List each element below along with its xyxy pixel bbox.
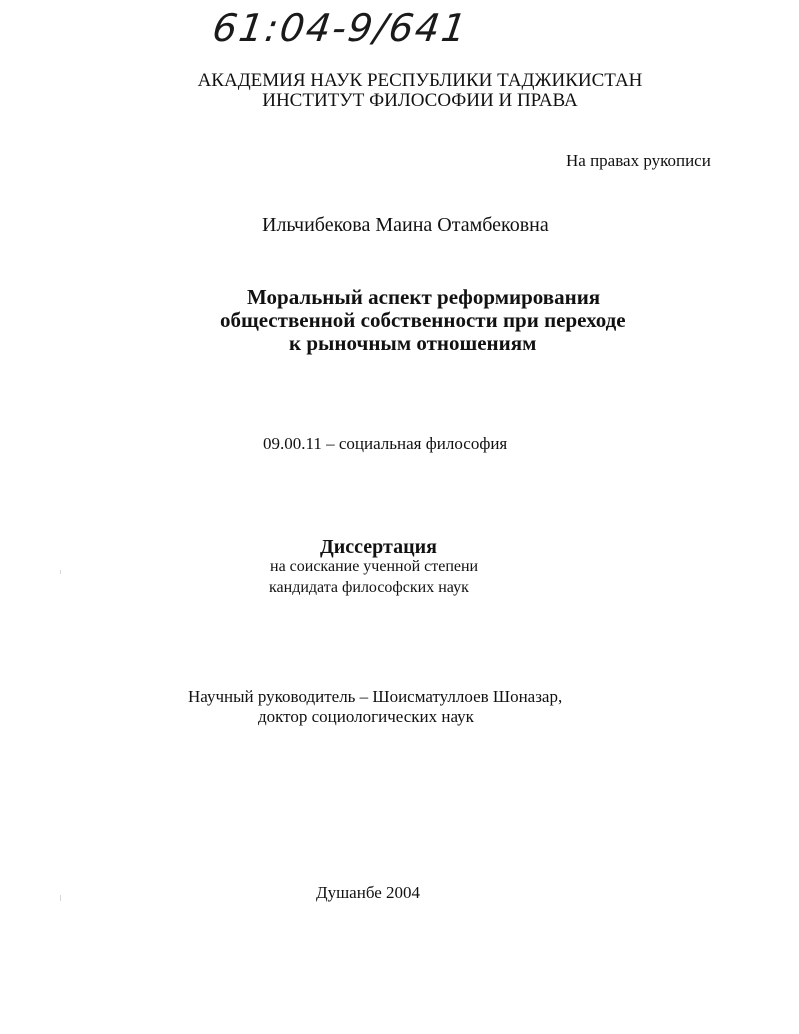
author-name: Ильчибекова Маина Отамбековна xyxy=(262,214,549,236)
title-line-1: Моральный аспект реформирования xyxy=(247,285,601,309)
place-and-year: Душанбе 2004 xyxy=(316,883,421,902)
degree-line-1: на соискание ученной степени xyxy=(270,558,479,575)
document-type-heading: Диссертация xyxy=(320,536,437,558)
archive-number-handwritten: 61:04-9/641 xyxy=(209,6,471,50)
organization-line-2: ИНСТИТУТ ФИЛОСОФИИ И ПРАВА xyxy=(262,90,578,111)
specialty-code: 09.00.11 – социальная философия xyxy=(263,434,508,453)
manuscript-rights-note: На правах рукописи xyxy=(566,151,711,170)
title-line-3: к рыночным отношениям xyxy=(289,331,537,355)
supervisor-line-1: Научный руководитель – Шоисматуллоев Шоназар, xyxy=(188,687,563,706)
scan-artifact xyxy=(60,570,61,574)
scan-artifact xyxy=(60,895,61,901)
supervisor-line-2: доктор социологических наук xyxy=(258,707,474,726)
title-line-2: общественной собственности при переходе xyxy=(220,308,626,332)
organization-line-1: АКАДЕМИЯ НАУК РЕСПУБЛИКИ ТАДЖИКИСТАН xyxy=(197,70,643,91)
degree-line-2: кандидата философских наук xyxy=(269,579,469,596)
